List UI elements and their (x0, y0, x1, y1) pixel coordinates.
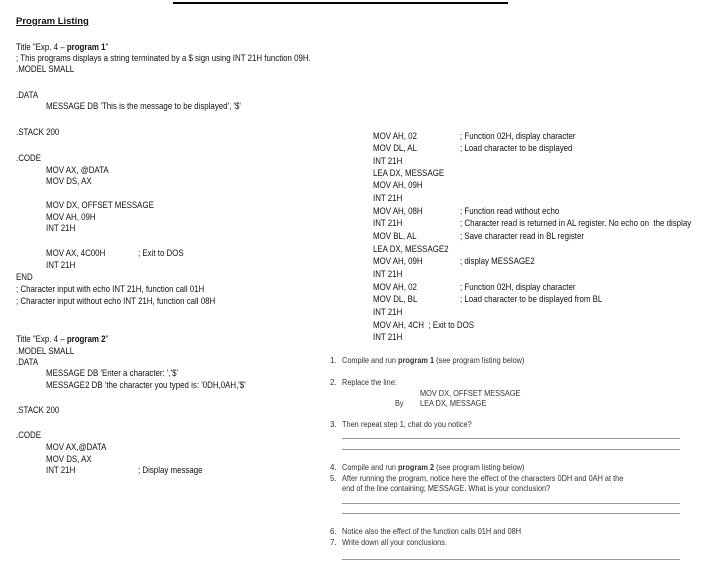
program2-message2-decl: MESSAGE2 DB 'the character you typed is: '0DH,0AH,'$' (46, 380, 246, 390)
program2-code-line: MOV AH, 09H (373, 180, 423, 190)
question-2-by: By (395, 399, 404, 408)
program2-message-decl: MESSAGE DB 'Enter a character: ','$' (46, 368, 179, 378)
program2-comment: ; Load character to be displayed from BL (460, 294, 603, 304)
program2-code-line: MOV AX,@DATA (46, 442, 107, 452)
program2-comment: ; Function read without echo (460, 206, 560, 216)
program2-title: Title "Exp. 4 – program 2" (16, 334, 109, 344)
question-number: 7. (330, 538, 337, 547)
question-number: 2. (330, 378, 337, 387)
question-3: Then repeat step 1, chat do you notice? (342, 420, 472, 429)
program1-code-line: MOV AX, 4C00H (46, 248, 106, 258)
program2-code-line: INT 21H (373, 307, 403, 317)
program1-code-line: INT 21H (46, 223, 76, 233)
program1-data-directive: .DATA (16, 90, 39, 100)
question-5: After running the program, notice here the effect of the characters 0DH and 0AH at the (342, 474, 624, 483)
program2-code-line: LEA DX, MESSAGE2 (373, 244, 449, 254)
program2-comment: ; Save character read in BL register (460, 231, 585, 241)
program1-note: ; Character input without echo INT 21H, function call 08H (16, 296, 216, 306)
program2-code-line: INT 21H (373, 269, 403, 279)
program2-code-line: INT 21H (373, 156, 403, 166)
program2-code-line: LEA DX, MESSAGE (373, 168, 445, 178)
program2-code-directive: .CODE (16, 430, 42, 440)
question-number: 4. (330, 463, 337, 472)
answer-line (342, 449, 680, 450)
program1-title: Title "Exp. 4 – program 1" (16, 42, 109, 52)
program2-comment: ; Function 02H, display character (460, 282, 576, 292)
program2-display-comment: ; Display message (138, 465, 203, 475)
program2-comment: ; Function 02H, display character (460, 131, 576, 141)
program2-code-line: MOV DS, AX (46, 454, 92, 464)
question-number: 3. (330, 420, 337, 429)
program2-code-line: INT 21H (373, 193, 403, 203)
question-number: 5. (330, 474, 337, 483)
program1-code-line: MOV AX, @DATA (46, 165, 109, 175)
program2-comment: ; Character read is returned in AL register. No echo on the display (460, 218, 692, 228)
program1-exit-comment: ; Exit to DOS (138, 248, 184, 258)
program1-message-decl: MESSAGE DB 'This is the message to be displayed', '$' (46, 101, 241, 111)
program2-data-directive: .DATA (16, 357, 39, 367)
program1-code-line: MOV DS, AX (46, 176, 92, 186)
program1-description: ; This programs displays a string terminated by a $ sign using INT 21H function 09H. (16, 53, 311, 63)
program2-code-line: MOV AH, 02 (373, 282, 417, 292)
program2-code-line: INT 21H (46, 465, 76, 475)
program1-stack: .STACK 200 (16, 127, 60, 137)
program2-code-line: MOV AH, 4CH ; Exit to DOS (373, 320, 474, 330)
program2-code-line: MOV AH, 08H (373, 206, 423, 216)
program2-code-line: MOV AH, 09H (373, 256, 423, 266)
program2-code-line: INT 21H (373, 218, 403, 228)
program2-code-line: MOV DL, AL (373, 143, 417, 153)
answer-line (342, 513, 680, 514)
question-2: Replace the line: (342, 378, 397, 387)
program2-comment: ; Load character to be displayed (460, 143, 573, 153)
program1-model: .MODEL SMALL (16, 64, 75, 74)
answer-line (342, 503, 680, 504)
program2-code-line: MOV BL, AL (373, 231, 417, 241)
answer-line (342, 438, 680, 439)
page-heading: Program Listing (16, 16, 89, 27)
question-number: 1. (330, 356, 337, 365)
program2-code-line: INT 21H (373, 332, 403, 342)
program2-code-line: MOV DL, BL (373, 294, 418, 304)
program1-code-line: MOV DX, OFFSET MESSAGE (46, 200, 154, 210)
question-2-replacement-line: LEA DX, MESSAGE (420, 399, 487, 408)
program1-note: ; Character input with echo INT 21H, function call 01H (16, 284, 205, 294)
program1-end: END (16, 272, 33, 282)
program2-stack: .STACK 200 (16, 405, 60, 415)
program1-code-line: INT 21H (46, 260, 76, 270)
question-4: Compile and run program 2 (see program listing below) (342, 463, 525, 472)
question-1: Compile and run program 1 (see program listing below) (342, 356, 525, 365)
question-2-original-line: MOV DX, OFFSET MESSAGE (420, 389, 521, 398)
question-6: Notice also the effect of the function calls 01H and 08H (342, 527, 522, 536)
question-5-continued: end of the line containing; MESSAGE. What is your conclusion? (342, 484, 551, 493)
program1-code-line: MOV AH, 09H (46, 212, 96, 222)
program1-code-directive: .CODE (16, 153, 42, 163)
question-7: Write down all your conclusions. (342, 538, 447, 547)
answer-line (342, 559, 680, 560)
program2-code-line: MOV AH, 02 (373, 131, 417, 141)
program2-model: .MODEL SMALL (16, 346, 75, 356)
question-number: 6. (330, 527, 337, 536)
program2-comment: ; display MESSAGE2 (460, 256, 535, 266)
top-rule (173, 2, 508, 4)
